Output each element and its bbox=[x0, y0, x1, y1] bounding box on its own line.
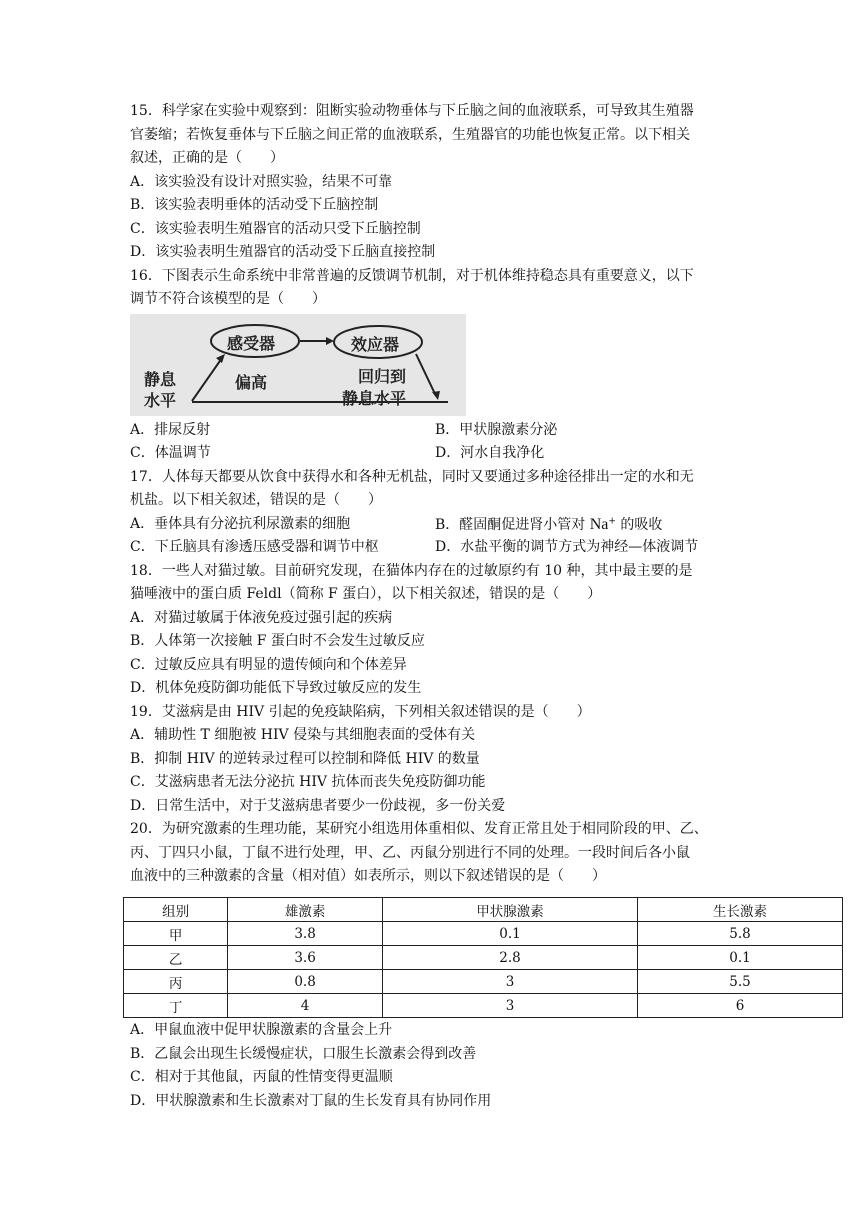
effector-label: 效应器 bbox=[351, 334, 400, 354]
option-b: B．乙鼠会出现生长缓慢症状，口服生长激素会得到改善 bbox=[130, 1045, 477, 1062]
table-row bbox=[124, 946, 843, 970]
question-stem-line: 血液中的三种激素的含量（相对值）如表所示，则以下叙述错误的是（ ） bbox=[130, 868, 606, 884]
option-d: D．该实验表明生殖器官的活动受下丘脑直接控制 bbox=[130, 244, 436, 260]
table-cell: 2.8 bbox=[382, 946, 637, 970]
table-cell: 0.8 bbox=[228, 970, 383, 994]
option-c: C．下丘脑具有渗透压感受器和调节中枢 bbox=[130, 539, 379, 555]
option-a: A．甲鼠血液中促甲状腺激素的含量会上升 bbox=[130, 1022, 393, 1038]
option-row bbox=[130, 442, 730, 466]
table-header: 甲状腺激素 bbox=[382, 898, 637, 922]
option-row bbox=[130, 536, 730, 560]
question-20-options bbox=[130, 1019, 730, 1113]
question-16 bbox=[130, 265, 730, 466]
option-b: B．抑制 HIV 的逆转录过程可以控制和降低 HIV 的数量 bbox=[130, 750, 480, 767]
table-row bbox=[124, 970, 843, 994]
option-row bbox=[130, 513, 730, 537]
rest-label-2: 水平 bbox=[144, 390, 177, 410]
question-stem-line: 19．艾滋病是由 HIV 引起的免疫缺陷病，下列相关叙述错误的是（ ） bbox=[130, 703, 591, 720]
sodium-symbol: Na bbox=[589, 515, 609, 533]
option-d: D．河水自我净化 bbox=[435, 445, 545, 461]
question-stem-line: 17．人体每天都要从饮食中获得水和各种无机盐，同时又要通过多种途径排出一定的水和无 bbox=[130, 468, 694, 485]
option-d: D．水盐平衡的调节方式为神经—体液调节 bbox=[435, 539, 699, 555]
return-label-1: 回归到 bbox=[358, 366, 407, 386]
option-a: A．对猫过敏属于体液免疫过强引起的疾病 bbox=[130, 609, 393, 626]
table-header: 雄激素 bbox=[228, 898, 383, 922]
option-b-text: B．醛固酮促进肾小管对 bbox=[435, 516, 590, 533]
question-stem-line: 叙述，正确的是（ ） bbox=[130, 150, 284, 166]
question-17 bbox=[130, 466, 730, 560]
option-a: A．排尿反射 bbox=[130, 421, 211, 438]
option-c: C．艾滋病患者无法分泌抗 HIV 抗体而丧失免疫防御功能 bbox=[130, 774, 486, 790]
arrow-head bbox=[326, 337, 334, 345]
question-stem-line: 机盐。以下相关叙述，错误的是（ ） bbox=[130, 492, 382, 508]
table-header-row bbox=[124, 898, 843, 922]
table-cell: 5.8 bbox=[638, 922, 843, 946]
table-cell: 3 bbox=[382, 994, 637, 1018]
option-a: A．垂体具有分泌抗利尿激素的细胞 bbox=[130, 515, 351, 532]
question-stem-line: 官萎缩；若恢复垂体与下丘脑之间正常的血液联系，生殖器官的功能也恢复正常。以下相关 bbox=[130, 126, 690, 143]
table-cell: 0.1 bbox=[638, 946, 843, 970]
table-cell: 4 bbox=[228, 994, 383, 1018]
arrow-rest-to-receptor bbox=[192, 358, 222, 401]
option-c: C．该实验表明生殖器官的活动只受下丘脑控制 bbox=[130, 220, 421, 237]
rest-label-1: 静息 bbox=[144, 369, 177, 389]
feedback-diagram-lines bbox=[130, 314, 466, 416]
table-cell: 丙 bbox=[124, 970, 228, 994]
option-b: B．甲状腺激素分泌 bbox=[435, 421, 558, 438]
table-cell: 0.1 bbox=[382, 922, 637, 946]
option-d: D．日常生活中，对于艾滋病患者要少一份歧视，多一份关爱 bbox=[130, 797, 506, 814]
table-row bbox=[124, 994, 843, 1018]
option-a: A．该实验没有设计对照实验，结果不可靠 bbox=[130, 173, 393, 190]
option-b bbox=[435, 513, 662, 537]
table-cell: 3 bbox=[382, 970, 637, 994]
question-18 bbox=[130, 560, 730, 701]
option-c: C．过敏反应具有明显的遗传倾向和个体差异 bbox=[130, 656, 407, 673]
arrow-effector-to-rest bbox=[416, 354, 436, 396]
question-stem-line: 16．下图表示生命系统中非常普遍的反馈调节机制，对于机体维持稳态具有重要意义，以下 bbox=[130, 267, 694, 284]
high-label: 偏高 bbox=[235, 372, 268, 392]
question-20 bbox=[130, 818, 730, 889]
table-cell: 6 bbox=[638, 994, 843, 1018]
arrow-head bbox=[216, 354, 225, 363]
option-c: C．相对于其他鼠，丙鼠的性情变得更温顺 bbox=[130, 1069, 393, 1085]
question-stem-line: 调节不符合该模型的是（ ） bbox=[130, 291, 326, 307]
table-cell: 5.5 bbox=[638, 970, 843, 994]
feedback-diagram bbox=[130, 314, 466, 416]
table-cell: 3.6 bbox=[228, 946, 383, 970]
question-15 bbox=[130, 100, 730, 265]
option-d: D．机体免疫防御功能低下导致过敏反应的发生 bbox=[130, 680, 422, 696]
table-header: 组别 bbox=[124, 898, 228, 922]
option-row bbox=[130, 419, 730, 443]
receptor-label: 感受器 bbox=[227, 333, 276, 353]
option-b: B．该实验表明垂体的活动受下丘脑控制 bbox=[130, 197, 379, 213]
table-cell: 甲 bbox=[124, 922, 228, 946]
arrow-head bbox=[432, 391, 440, 400]
table-row bbox=[124, 922, 843, 946]
question-page bbox=[130, 100, 730, 889]
option-b: B．人体第一次接触 F 蛋白时不会发生过敏反应 bbox=[130, 633, 425, 649]
option-c: C．体温调节 bbox=[130, 445, 211, 461]
option-b-text-end: 的吸收 bbox=[615, 516, 663, 533]
return-label-2: 静息水平 bbox=[342, 388, 407, 408]
option-d: D．甲状腺激素和生长激素对丁鼠的生长发育具有协同作用 bbox=[130, 1092, 492, 1109]
question-stem-line: 18．一些人对猫过敏。目前研究发现，在猫体内存在的过敏原约有 10 种，其中最主要的是 bbox=[130, 562, 693, 579]
table-cell: 丁 bbox=[124, 994, 228, 1018]
sodium-charge: + bbox=[608, 515, 616, 526]
option-a: A．辅助性 T 细胞被 HIV 侵染与其细胞表面的受体有关 bbox=[130, 727, 476, 743]
question-stem-line: 15．科学家在实验中观察到：阻断实验动物垂体与下丘脑之间的血液联系，可导致其生殖器 bbox=[130, 103, 694, 119]
table-header: 生长激素 bbox=[638, 898, 843, 922]
question-stem-line: 20．为研究激素的生理功能，某研究小组选用体重相似、发育正常且处于相同阶段的甲、乙、 bbox=[130, 821, 708, 837]
question-stem-line: 丙、丁四只小鼠，丁鼠不进行处理，甲、乙、丙鼠分别进行不同的处理。一段时间后各小鼠 bbox=[130, 844, 690, 861]
hormone-table bbox=[123, 897, 843, 1018]
table-cell: 3.8 bbox=[228, 922, 383, 946]
question-19 bbox=[130, 701, 730, 819]
question-stem-line: 猫唾液中的蛋白质 Feldl（简称 F 蛋白），以下相关叙述，错误的是（ ） bbox=[130, 586, 602, 602]
table-cell: 乙 bbox=[124, 946, 228, 970]
